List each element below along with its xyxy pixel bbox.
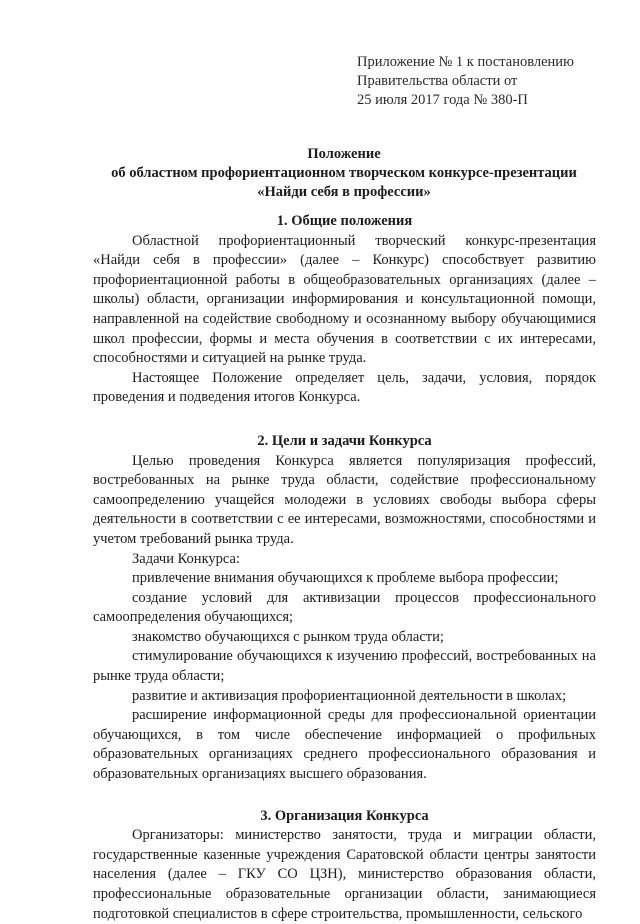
document-body — [93, 212, 596, 924]
section-1-paragraph-1: Областной профориентационный творческий конкурс-презентация «Найди себя в профессии» (далее – Конкурс) способствует развитию профориентационной работы в общеобразовательных организациях (далее – школы) области, организации информирования и консультационной помощи, направленной на содействие свободному и осознанному выбору обучающимися школ профессии, формы и места обучения в соответствии с их интересами, способностями и ситуацией на рынке труда. — [93, 232, 596, 367]
task-item: знакомство обучающихся с рынком труда области; — [132, 628, 444, 645]
spacer — [93, 785, 596, 807]
task-item: стимулирование обучающихся к изучению профессий, востребованных на рынке труда области; — [93, 648, 596, 685]
section-3-heading: 3. Организация Конкурса — [260, 807, 429, 824]
task-item: развитие и активизация профориентационной деятельности в школах; — [132, 687, 567, 704]
tasks-label: Задачи Конкурса: — [132, 550, 240, 567]
spacer — [93, 408, 596, 432]
task-item: создание условий для активизации процессов профессионального самоопределения обучающихся; — [93, 589, 596, 626]
document-title — [70, 145, 618, 202]
section-1-heading: 1. Общие положения — [276, 213, 413, 229]
section-2-heading: 2. Цели и задачи Конкурса — [257, 432, 432, 449]
section-1-paragraph-2: Настоящее Положение определяет цель, задачи, условия, порядок проведения и подведения итогов Конкурса. — [93, 369, 596, 406]
task-item: расширение информационной среды для профессиональной ориентации обучающихся, в том числе обеспечение информацией о профильных образовательных организациях среднего профессионального образования и образовательных организациях высшего образования. — [93, 707, 596, 783]
annex-line-3: 25 июля 2017 года № 380-П — [357, 92, 528, 108]
annex-line-1: Приложение № 1 к постановлению — [357, 54, 574, 70]
annex-header — [357, 53, 574, 110]
title-line-3: «Найди себя в профессии» — [257, 184, 431, 200]
task-item: привлечение внимания обучающихся к проблеме выбора профессии; — [132, 570, 559, 587]
title-line-2: об областном профориентационном творческом конкурсе-презентации — [111, 165, 577, 181]
title-line-1: Положение — [307, 146, 381, 162]
section-3-paragraph-1: Организаторы: министерство занятости, труда и миграции области, государственные казенные учреждения Саратовской области центры занятости населения (далее – ГКУ СО ЦЗН), министерство образования области, профессиональные образовательные организации области, занимающиеся подготовкой специалистов в сфере строительства, промышленности, сельского — [93, 827, 596, 922]
annex-line-2: Правительства области от — [357, 73, 518, 89]
section-2-paragraph-1: Целью проведения Конкурса является популяризация профессий, востребованных на рынке труда области, содействие профессиональному самоопределению учащейся молодежи в условиях свободы выбора сферы деятельности в соответствии с ее интересами, возможностями, способностями и учетом требований рынка труда. — [93, 452, 596, 547]
